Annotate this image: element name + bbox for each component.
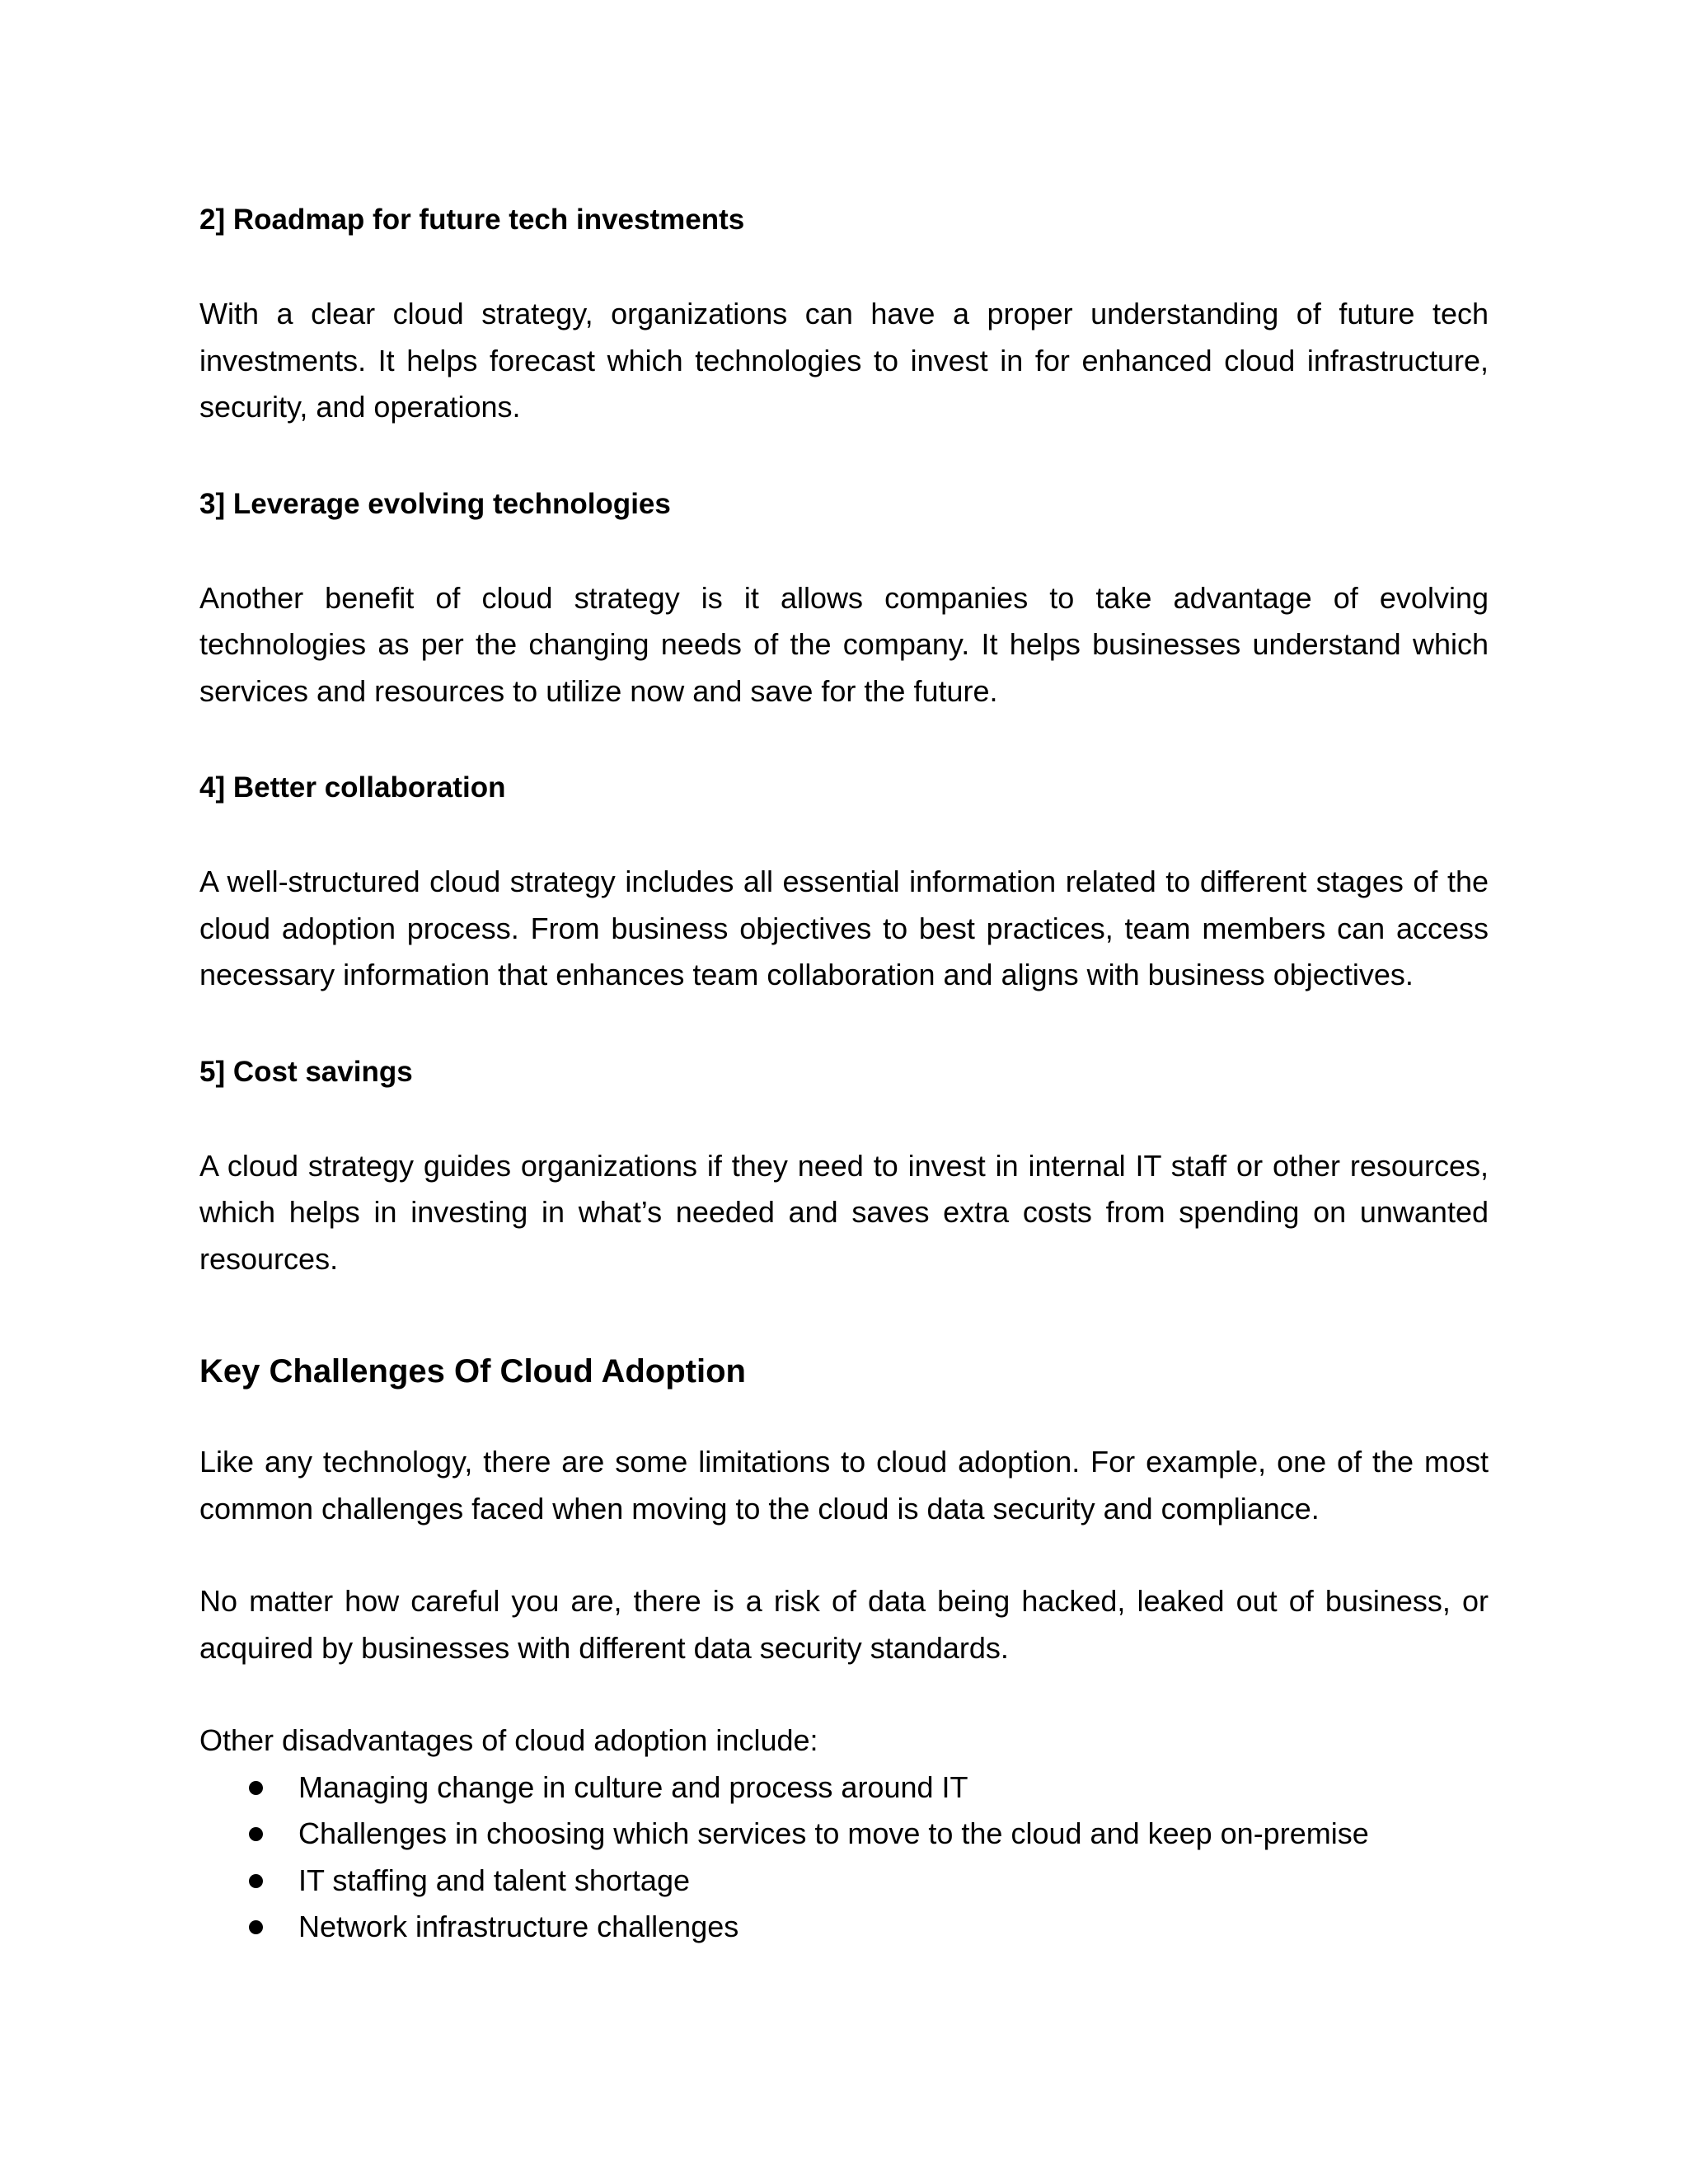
list-item-text: Challenges in choosing which services to move to the cloud and keep on-premise: [298, 1816, 1369, 1850]
paragraph-cost-savings: A cloud strategy guides organizations if they need to invest in internal IT staff or other resources, which helps in investing in what’s needed and saves extra costs from spending on unwanted resources.: [199, 1148, 1489, 1276]
bullet-icon: [249, 1827, 263, 1841]
paragraph-roadmap: With a clear cloud strategy, organizations can have a proper understanding of future tech investments. It helps forecast which technologies to invest in for enhanced cloud infrastructure, security, and operations.: [199, 297, 1489, 424]
list-item: [249, 1765, 1489, 1811]
list-item: [249, 1904, 1489, 1951]
section-heading-roadmap: 2] Roadmap for future tech investments: [199, 204, 745, 236]
paragraph-collaboration: A well-structured cloud strategy includes all essential information related to different stages of the cloud adoption process. From business objectives to best practices, team members can access necessary information that enhances team collaboration and aligns with business objectives.: [199, 865, 1489, 991]
list-item-text: IT staffing and talent shortage: [298, 1863, 690, 1897]
challenges-bullet-list: [199, 1765, 1489, 1951]
bullet-icon: [249, 1874, 263, 1888]
section-heading-cost-savings: 5] Cost savings: [199, 1055, 413, 1088]
list-item: [249, 1858, 1489, 1905]
section-heading-collaboration: 4] Better collaboration: [199, 771, 506, 804]
bullet-icon: [249, 1781, 263, 1795]
challenges-paragraph-list-intro: Other disadvantages of cloud adoption include:: [199, 1723, 818, 1757]
list-item-text: Network infrastructure challenges: [298, 1910, 739, 1943]
list-item: [249, 1811, 1489, 1858]
challenges-paragraph-risk: No matter how careful you are, there is a risk of data being hacked, leaked out of business, or acquired by businesses with different data security standards.: [199, 1584, 1489, 1665]
bullet-icon: [249, 1920, 263, 1934]
paragraph-leverage: Another benefit of cloud strategy is it allows companies to take advantage of evolving technologies as per the changing needs of the company. It helps businesses understand which services and resources to utilize now and save for the future.: [199, 580, 1489, 708]
section-heading-leverage: 3] Leverage evolving technologies: [199, 487, 671, 520]
challenges-paragraph-intro: Like any technology, there are some limitations to cloud adoption. For example, one of the most common challenges faced when moving to the cloud is data security and compliance.: [199, 1445, 1489, 1526]
list-item-text: Managing change in culture and process around IT: [298, 1769, 968, 1804]
challenges-heading: Key Challenges Of Cloud Adoption: [199, 1353, 746, 1390]
